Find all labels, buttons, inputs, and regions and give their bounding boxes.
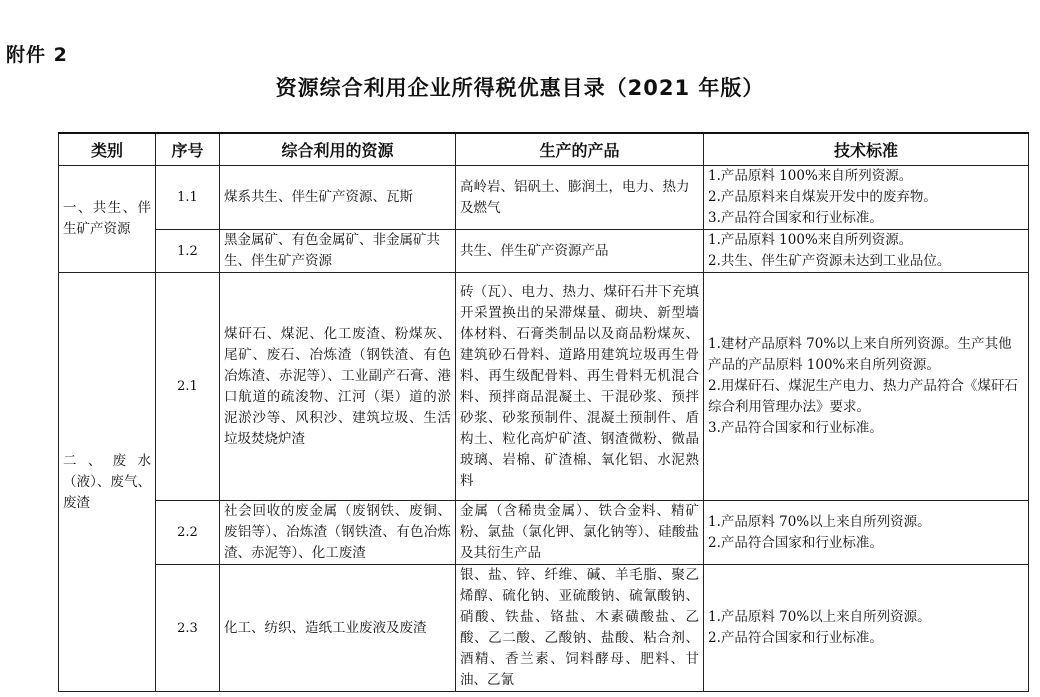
resource-cell: 黑金属矿、有色金属矿、非金属矿共生、伴生矿产资源 <box>220 230 456 273</box>
table-header-row <box>59 133 1029 166</box>
tax-incentive-table <box>58 132 1029 692</box>
table-row <box>59 501 1029 565</box>
header-number: 序号 <box>156 133 220 166</box>
standard-cell: 1.产品原料 70%以上来自所列资源。 2.产品符合国家和行业标准。 <box>704 565 1029 692</box>
document-title: 资源综合利用企业所得税优惠目录（2021 年版） <box>275 76 765 100</box>
row-number: 2.1 <box>156 273 220 501</box>
table-row <box>59 565 1029 692</box>
product-cell: 高岭岩、铝矾土、膨润土，电力、热力及燃气 <box>456 166 704 230</box>
standard-cell: 1.产品原料 100%来自所列资源。 2.产品原料来自煤炭开发中的废弃物。 3.产品符合国家和行业标准。 <box>704 166 1029 230</box>
attachment-label: 附件 2 <box>6 44 68 66</box>
table-row <box>59 273 1029 501</box>
product-cell: 砖（瓦）、电力、热力、煤矸石井下充填开采置换出的呆滞煤量、砌块、新型墙体材料、石膏类制品以及商品粉煤灰、建筑砂石骨料、道路用建筑垃圾再生骨料、再生级配骨料、再生骨料无机混合料、预拌商品混凝土、干混砂浆、预拌砂浆、砂浆预制件、混凝土预制件、盾构土、粒化高炉矿渣、钢渣微粉、微晶玻璃、岩棉、矿渣棉、氧化铝、水泥熟料 <box>456 273 704 501</box>
product-cell: 银、盐、锌、纤维、碱、羊毛脂、聚乙烯醇、硫化钠、亚硫酸钠、硫氰酸钠、硝酸、铁盐、铬盐、木素磺酸盐、乙酸、乙二酸、乙酸钠、盐酸、粘合剂、酒精、香兰素、饲料酵母、肥料、甘油、乙氰 <box>456 565 704 692</box>
standard-cell: 1.产品原料 100%来自所列资源。 2.共生、伴生矿产资源未达到工业品位。 <box>704 230 1029 273</box>
standard-cell: 1.建材产品原料 70%以上来自所列资源。生产其他产品的产品原料 100%来自所列资源。 2.用煤矸石、煤泥生产电力、热力产品符合《煤矸石综合利用管理办法》要求。 3.产品符合国家和行业标准。 <box>704 273 1029 501</box>
resource-cell: 煤系共生、伴生矿产资源、瓦斯 <box>220 166 456 230</box>
category-cell: 一、共生、伴生矿产资源 <box>59 166 156 273</box>
resource-cell: 煤矸石、煤泥、化工废渣、粉煤灰、尾矿、废石、冶炼渣（钢铁渣、有色冶炼渣、赤泥等）、工业副产石膏、港口航道的疏浚物、江河（渠）道的淤泥淤沙等、风积沙、建筑垃圾、生活垃圾焚烧炉渣 <box>220 273 456 501</box>
product-cell: 共生、伴生矿产资源产品 <box>456 230 704 273</box>
header-resource: 综合利用的资源 <box>220 133 456 166</box>
row-number: 2.3 <box>156 565 220 692</box>
header-standard: 技术标准 <box>704 133 1029 166</box>
resource-cell: 化工、纺织、造纸工业废液及废渣 <box>220 565 456 692</box>
row-number: 1.2 <box>156 230 220 273</box>
header-product: 生产的产品 <box>456 133 704 166</box>
product-cell: 金属（含稀贵金属）、铁合金料、精矿粉、氯盐（氯化钾、氯化钠等）、硅酸盐及其衍生产品 <box>456 501 704 565</box>
row-number: 1.1 <box>156 166 220 230</box>
header-category: 类别 <box>59 133 156 166</box>
standard-cell: 1.产品原料 70%以上来自所列资源。 2.产品符合国家和行业标准。 <box>704 501 1029 565</box>
row-number: 2.2 <box>156 501 220 565</box>
resource-cell: 社会回收的废金属（废钢铁、废铜、废铝等）、冶炼渣（钢铁渣、有色冶炼渣、赤泥等）、化工废渣 <box>220 501 456 565</box>
category-cell: 二、废水（液）、废气、废渣 <box>59 273 156 692</box>
table-row <box>59 166 1029 230</box>
table-row <box>59 230 1029 273</box>
